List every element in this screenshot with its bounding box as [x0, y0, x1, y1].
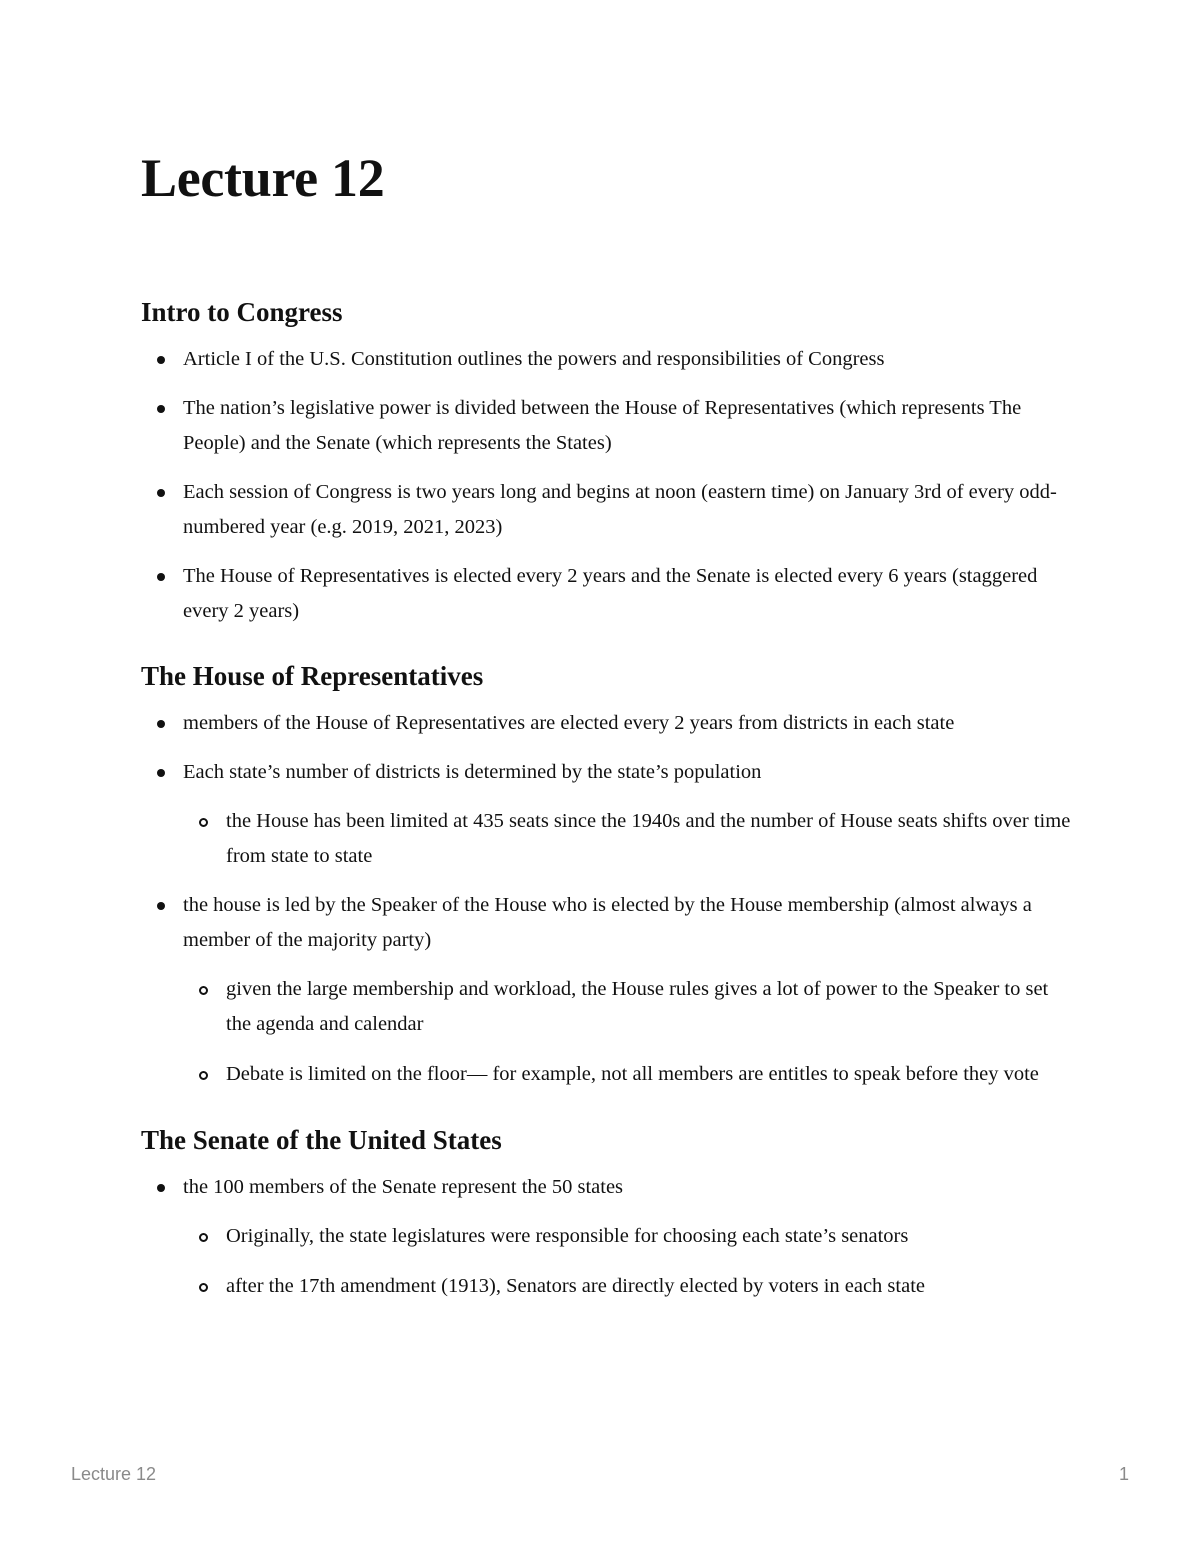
sub-list-item-text: Debate is limited on the floor— for example, not all members are entitles to speak before they vote — [226, 1063, 1039, 1085]
footer-page-number: 1 — [1118, 1464, 1129, 1484]
list-item-text: members of the House of Representatives are elected every 2 years from districts in each state — [183, 712, 955, 734]
list-item-text: Article I of the U.S. Constitution outlines the powers and responsibilities of Congress — [183, 348, 885, 370]
list-item-text: Each state’s number of districts is determined by the state’s population — [183, 761, 762, 783]
document-body — [141, 145, 1071, 1304]
bullet-list — [141, 1170, 1071, 1304]
list-item-text: The nation’s legislative power is divided between the House of Representatives (which represents The People) and the Senate (which represents the States) — [183, 397, 1022, 454]
list-item — [141, 342, 1071, 377]
section-heading: The Senate of the United States — [141, 1125, 502, 1155]
sub-bullet-list — [183, 972, 1071, 1092]
bullet-icon — [157, 720, 165, 728]
sub-bullet-list — [183, 1219, 1071, 1304]
sub-bullet-list — [183, 804, 1071, 874]
list-item-text: the 100 members of the Senate represent the 50 states — [183, 1176, 624, 1198]
hollow-bullet-icon — [199, 986, 208, 995]
hollow-bullet-icon — [199, 1233, 208, 1242]
list-item — [141, 391, 1071, 461]
sub-list-item — [183, 1269, 1071, 1304]
sub-list-item — [183, 1219, 1071, 1254]
bullet-icon — [157, 1184, 165, 1192]
list-item-text: The House of Representatives is elected every 2 years and the Senate is elected every 6 years (staggered every 2 years) — [183, 565, 1038, 622]
list-item-text: the house is led by the Speaker of the House who is elected by the House membership (almost always a member of the majority party) — [183, 894, 1032, 951]
sub-list-item-text: the House has been limited at 435 seats since the 1940s and the number of House seats shifts over time from state to state — [226, 810, 1071, 867]
list-item — [141, 888, 1071, 1092]
hollow-bullet-icon — [199, 818, 208, 827]
list-item-text: Each session of Congress is two years long and begins at noon (eastern time) on January 3rd of every odd-numbered year (e.g. 2019, 2021, 2023) — [183, 481, 1057, 538]
bullet-icon — [157, 902, 165, 910]
list-item — [141, 475, 1071, 545]
bullet-icon — [157, 769, 165, 777]
sub-list-item-text: given the large membership and workload, the House rules gives a lot of power to the Speaker to set the agenda and calendar — [226, 978, 1049, 1035]
page-title: Lecture 12 — [141, 148, 385, 208]
list-item — [141, 1170, 1071, 1304]
bullet-icon — [157, 489, 165, 497]
footer-document-title: Lecture 12 — [71, 1464, 157, 1484]
list-item — [141, 706, 1071, 741]
hollow-bullet-icon — [199, 1071, 208, 1080]
section-heading: Intro to Congress — [141, 297, 343, 327]
bullet-list — [141, 706, 1071, 1092]
hollow-bullet-icon — [199, 1283, 208, 1292]
bullet-icon — [157, 405, 165, 413]
sub-list-item-text: after the 17th amendment (1913), Senators are directly elected by voters in each state — [226, 1275, 926, 1297]
sub-list-item — [183, 804, 1071, 874]
sub-list-item — [183, 1057, 1071, 1092]
bullet-icon — [157, 573, 165, 581]
section-heading: The House of Representatives — [141, 661, 484, 691]
sub-list-item-text: Originally, the state legislatures were responsible for choosing each state’s senators — [226, 1225, 909, 1247]
list-item — [141, 559, 1071, 629]
list-item — [141, 755, 1071, 874]
bullet-list — [141, 342, 1071, 629]
sub-list-item — [183, 972, 1071, 1042]
bullet-icon — [157, 356, 165, 364]
